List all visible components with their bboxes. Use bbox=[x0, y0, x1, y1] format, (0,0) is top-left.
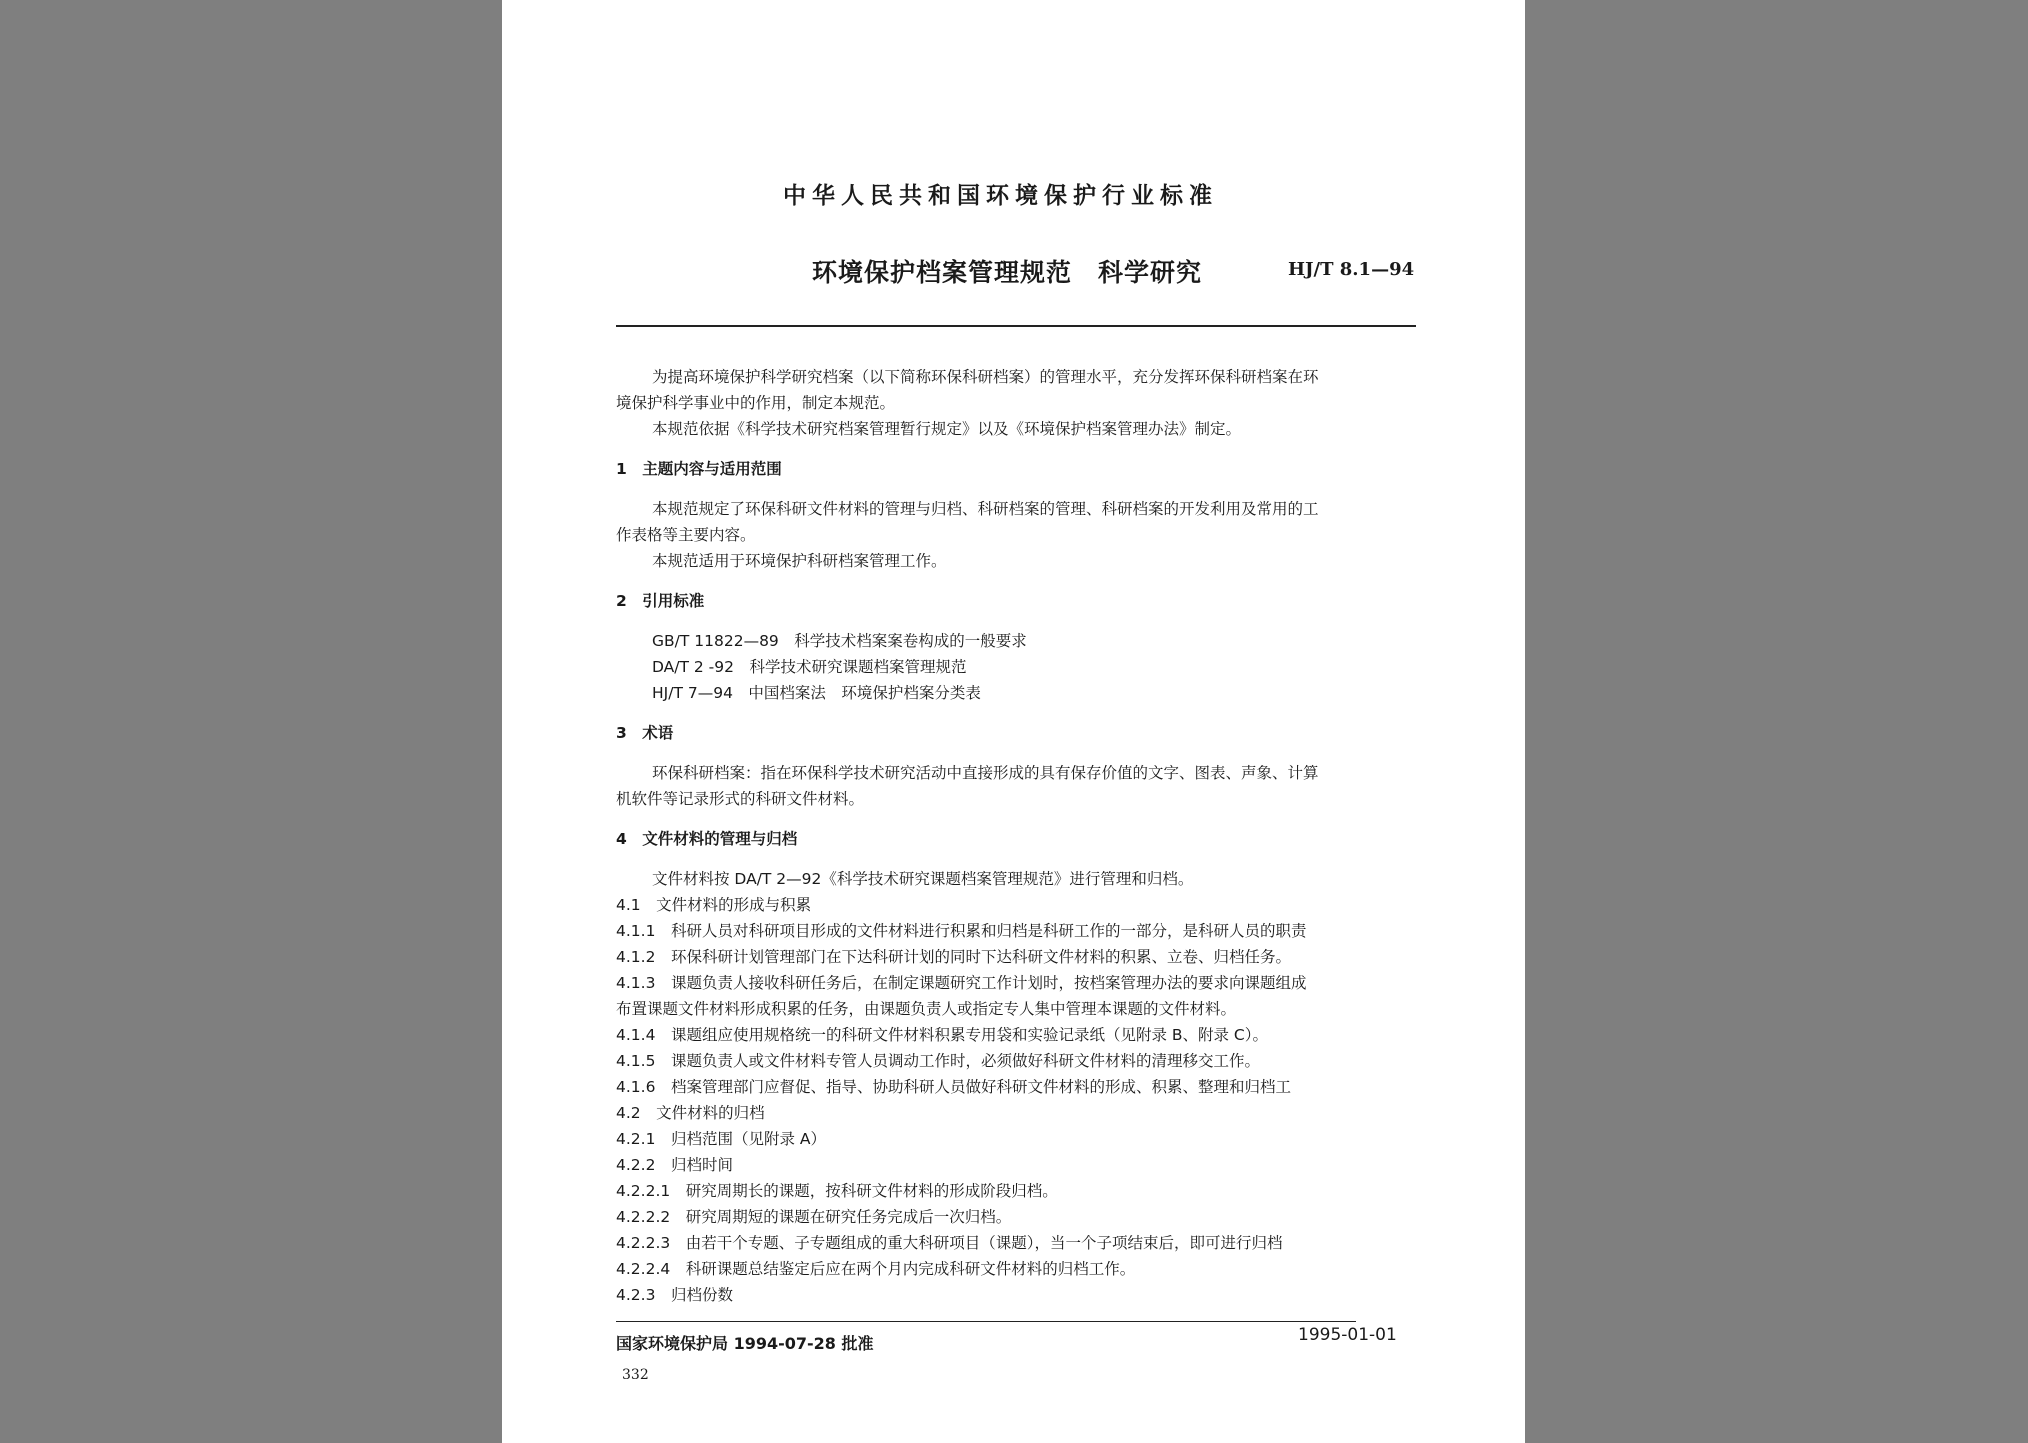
effective-date: 1995-01-01 bbox=[1298, 1325, 1397, 1345]
clause-line: 4.2.3 归档份数 bbox=[616, 1286, 733, 1304]
header-divider bbox=[616, 325, 1416, 327]
standard-code: HJ/T 8.1—94 bbox=[1288, 259, 1415, 280]
section-heading: 3 术语 bbox=[616, 724, 674, 742]
clause-line: 4.2.2.4 科研课题总结鉴定后应在两个月内完成科研文件材料的归档工作。 bbox=[616, 1260, 1136, 1278]
clause-heading: 4.2 文件材料的归档 bbox=[616, 1104, 765, 1122]
reference-standard: DA/T 2 -92 科学技术研究课题档案管理规范 bbox=[652, 658, 967, 676]
clause-line: 4.2.2.1 研究周期长的课题，按科研文件材料的形成阶段归档。 bbox=[616, 1182, 1058, 1200]
paragraph-line: 本规范依据《科学技术研究档案管理暂行规定》以及《环境保护档案管理办法》制定。 bbox=[652, 420, 1242, 438]
clause-line: 4.2.1 归档范围（见附录 A） bbox=[616, 1130, 826, 1148]
paragraph-line: 环保科研档案：指在环保科学技术研究活动中直接形成的具有保存价值的文字、图表、声象、计算 bbox=[652, 764, 1319, 782]
clause-line: 4.1.1 科研人员对科研项目形成的文件材料进行积累和归档是科研工作的一部分，是科研人员的职责 bbox=[616, 922, 1307, 940]
clause-line: 4.1.3 课题负责人接收科研任务后，在制定课题研究工作计划时，按档案管理办法的要求向课题组成 bbox=[616, 974, 1307, 992]
reference-standard: HJ/T 7—94 中国档案法 环境保护档案分类表 bbox=[652, 684, 981, 702]
reference-standard: GB/T 11822—89 科学技术档案案卷构成的一般要求 bbox=[652, 632, 1027, 650]
clause-line: 4.2.2.2 研究周期短的课题在研究任务完成后一次归档。 bbox=[616, 1208, 1012, 1226]
clause-line: 4.1.5 课题负责人或文件材料专管人员调动工作时，必须做好科研文件材料的清理移交工作。 bbox=[616, 1052, 1260, 1070]
clause-line: 布置课题文件材料形成积累的任务，由课题负责人或指定专人集中管理本课题的文件材料。 bbox=[616, 1000, 1237, 1018]
paragraph-line: 机软件等记录形式的科研文件材料。 bbox=[616, 790, 865, 808]
clause-line: 4.2.2 归档时间 bbox=[616, 1156, 733, 1174]
paragraph-line: 作表格等主要内容。 bbox=[616, 526, 756, 544]
paragraph-line: 本规范规定了环保科研文件材料的管理与归档、科研档案的管理、科研档案的开发利用及常用的工 bbox=[652, 500, 1319, 518]
clause-line: 4.1.4 课题组应使用规格统一的科研文件材料积累专用袋和实验记录纸（见附录 B、附录 C）。 bbox=[616, 1026, 1269, 1044]
section-heading: 2 引用标准 bbox=[616, 592, 705, 610]
page-number: 332 bbox=[622, 1367, 649, 1383]
clause-heading: 4.1 文件材料的形成与积累 bbox=[616, 896, 812, 914]
footer-divider bbox=[616, 1321, 1356, 1322]
paragraph-line: 为提高环境保护科学研究档案（以下简称环保科研档案）的管理水平，充分发挥环保科研档案在环 bbox=[652, 368, 1319, 386]
document-title: 环境保护档案管理规范 科学研究 bbox=[812, 258, 1203, 287]
standard-type-heading: 中华人民共和国环境保护行业标准 bbox=[783, 183, 1218, 209]
section-heading: 1 主题内容与适用范围 bbox=[616, 460, 782, 478]
clause-line: 4.2.2.3 由若干个专题、子专题组成的重大科研项目（课题），当一个子项结束后，即可进行归档 bbox=[616, 1234, 1283, 1252]
paragraph-line: 文件材料按 DA/T 2—92《科学技术研究课题档案管理规范》进行管理和归档。 bbox=[652, 870, 1194, 888]
paragraph-line: 境保护科学事业中的作用，制定本规范。 bbox=[616, 394, 896, 412]
paragraph-line: 本规范适用于环境保护科研档案管理工作。 bbox=[652, 552, 947, 570]
clause-line: 4.1.6 档案管理部门应督促、指导、协助科研人员做好科研文件材料的形成、积累、整理和归档工 bbox=[616, 1078, 1291, 1096]
approval-date: 国家环境保护局 1994-07-28 批准 bbox=[616, 1334, 874, 1353]
clause-line: 4.1.2 环保科研计划管理部门在下达科研计划的同时下达科研文件材料的积累、立卷、归档任务。 bbox=[616, 948, 1291, 966]
section-heading: 4 文件材料的管理与归档 bbox=[616, 830, 798, 848]
